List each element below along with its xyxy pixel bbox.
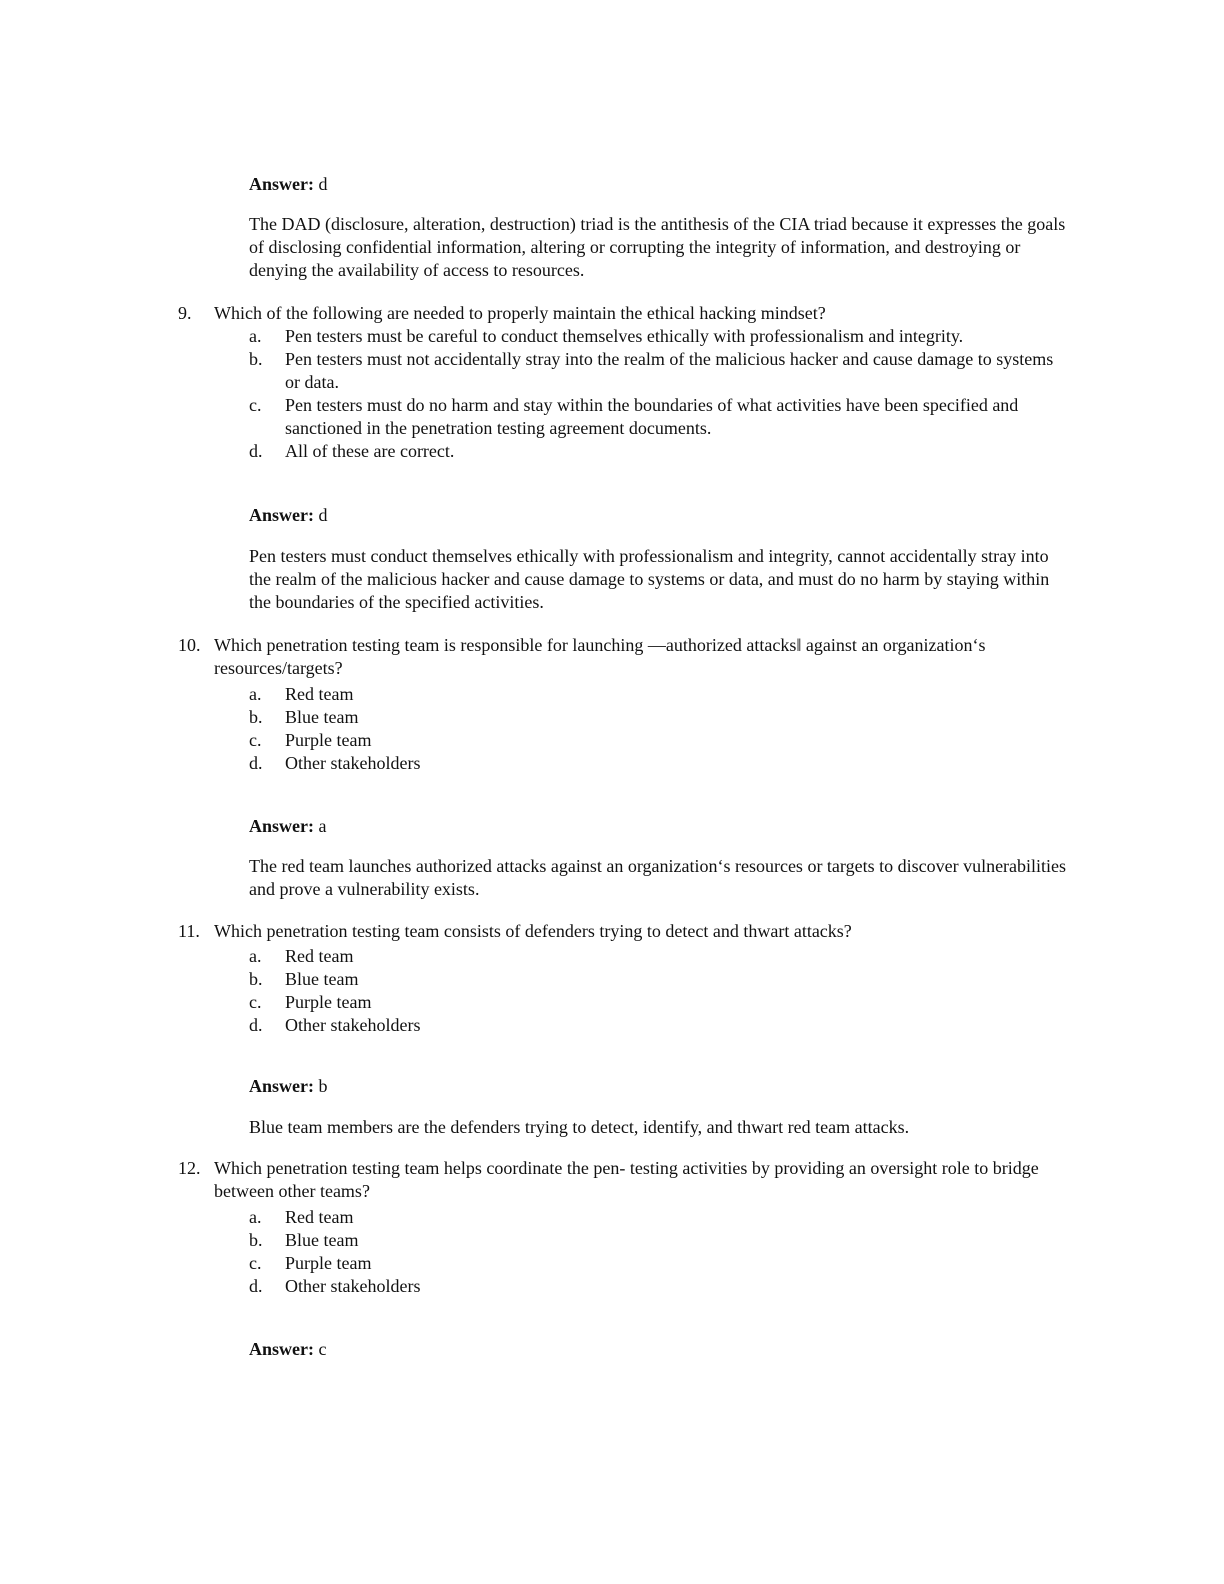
option-text: Purple team [285,1253,372,1273]
option-list [178,945,1078,1037]
option-d [178,440,1065,463]
answer-explanation: Pen testers must conduct themselves ethically with professionalism and integrity, cannot accidentally stray into the realm of the malicious hacker and cause damage to systems or data, and must do no harm by staying within the boundaries of the specified activities. [249,546,1050,612]
option-c [178,729,1065,752]
answer-value: d [318,505,328,525]
option-text: Blue team [285,1230,359,1250]
option-d [178,752,1065,775]
option-text: Red team [285,684,354,704]
option-c [178,394,1065,440]
answer-label: Answer: [249,174,314,194]
question-stem [178,634,1070,680]
option-a [178,683,1065,706]
option-text: Red team [285,946,354,966]
option-c [178,1252,1065,1275]
answer-explanation: The red team launches authorized attacks against an organization‘s resources or targets to discover vulnerabilities and prove a vulnerability exists. [249,856,1067,899]
option-letter: c. [249,395,262,415]
option-a [178,325,1065,348]
question-text: Which penetration testing team consists of defenders trying to detect and thwart attacks? [214,921,852,941]
option-letter: b. [249,1230,263,1250]
answer-value: d [318,174,328,194]
answer-value: c [318,1339,327,1359]
option-letter: c. [249,992,262,1012]
option-a [178,945,1065,968]
answer-line [249,173,1069,196]
option-text: Pen testers must be careful to conduct themselves ethically with professionalism and integrity. [285,326,964,346]
option-letter: c. [249,1253,262,1273]
option-d [178,1275,1065,1298]
option-text: Purple team [285,730,372,750]
option-text: Purple team [285,992,372,1012]
option-letter: a. [249,684,262,704]
answer-label: Answer: [249,1076,314,1096]
option-list [178,683,1078,775]
question-text: Which penetration testing team is responsible for launching ―authorized attacks‖ against an organization‘s resources/targets? [214,635,986,678]
option-letter: d. [249,441,263,461]
option-text: Other stakeholders [285,1015,421,1035]
question-stem [178,920,1070,943]
question-stem [178,302,1070,325]
option-list [178,1206,1078,1298]
option-letter: d. [249,753,263,773]
option-letter: c. [249,730,262,750]
answer-label: Answer: [249,1339,314,1359]
option-text: All of these are correct. [285,441,455,461]
option-letter: d. [249,1276,263,1296]
answer-explanation: Blue team members are the defenders trying to detect, identify, and thwart red team attacks. [249,1117,910,1137]
question-10 [178,634,1078,775]
option-letter: b. [249,969,263,989]
answer-line [249,504,1069,527]
question-number: 9. [178,303,192,323]
option-text: Other stakeholders [285,1276,421,1296]
option-text: Pen testers must do no harm and stay within the boundaries of what activities have been specified and sanctioned in the penetration testing agreement documents. [285,395,1019,438]
option-c [178,991,1065,1014]
answer-line [249,1075,1069,1098]
option-b [178,1229,1065,1252]
option-text: Pen testers must not accidentally stray into the realm of the malicious hacker and cause damage to systems or data. [285,349,1054,392]
option-letter: a. [249,326,262,346]
option-a [178,1206,1065,1229]
option-letter: d. [249,1015,263,1035]
option-text: Other stakeholders [285,753,421,773]
answer-value: a [318,816,327,836]
question-text: Which of the following are needed to properly maintain the ethical hacking mindset? [214,303,826,323]
option-list [178,325,1078,463]
option-text: Red team [285,1207,354,1227]
option-letter: b. [249,349,263,369]
question-number: 10. [178,635,201,655]
question-number: 11. [178,921,200,941]
option-b [178,706,1065,729]
answer-label: Answer: [249,816,314,836]
question-stem [178,1157,1070,1203]
answer-label: Answer: [249,505,314,525]
option-letter: b. [249,707,263,727]
option-d [178,1014,1065,1037]
option-text: Blue team [285,707,359,727]
option-b [178,348,1065,394]
option-b [178,968,1065,991]
option-letter: a. [249,1207,262,1227]
answer-line [249,815,1069,838]
option-letter: a. [249,946,262,966]
answer-value: b [318,1076,328,1096]
question-number: 12. [178,1158,201,1178]
question-text: Which penetration testing team helps coordinate the pen- testing activities by providing an oversight role to bridge between other teams? [214,1158,1039,1201]
question-12 [178,1157,1078,1298]
question-9 [178,302,1078,463]
question-11 [178,920,1078,1037]
answer-line [249,1338,1069,1361]
answer-explanation: The DAD (disclosure, alteration, destruction) triad is the antithesis of the CIA triad because it expresses the goals of disclosing confidential information, altering or corrupting the integrity of information, and destroying or denying the availability of access to resources. [249,214,1066,280]
option-text: Blue team [285,969,359,989]
